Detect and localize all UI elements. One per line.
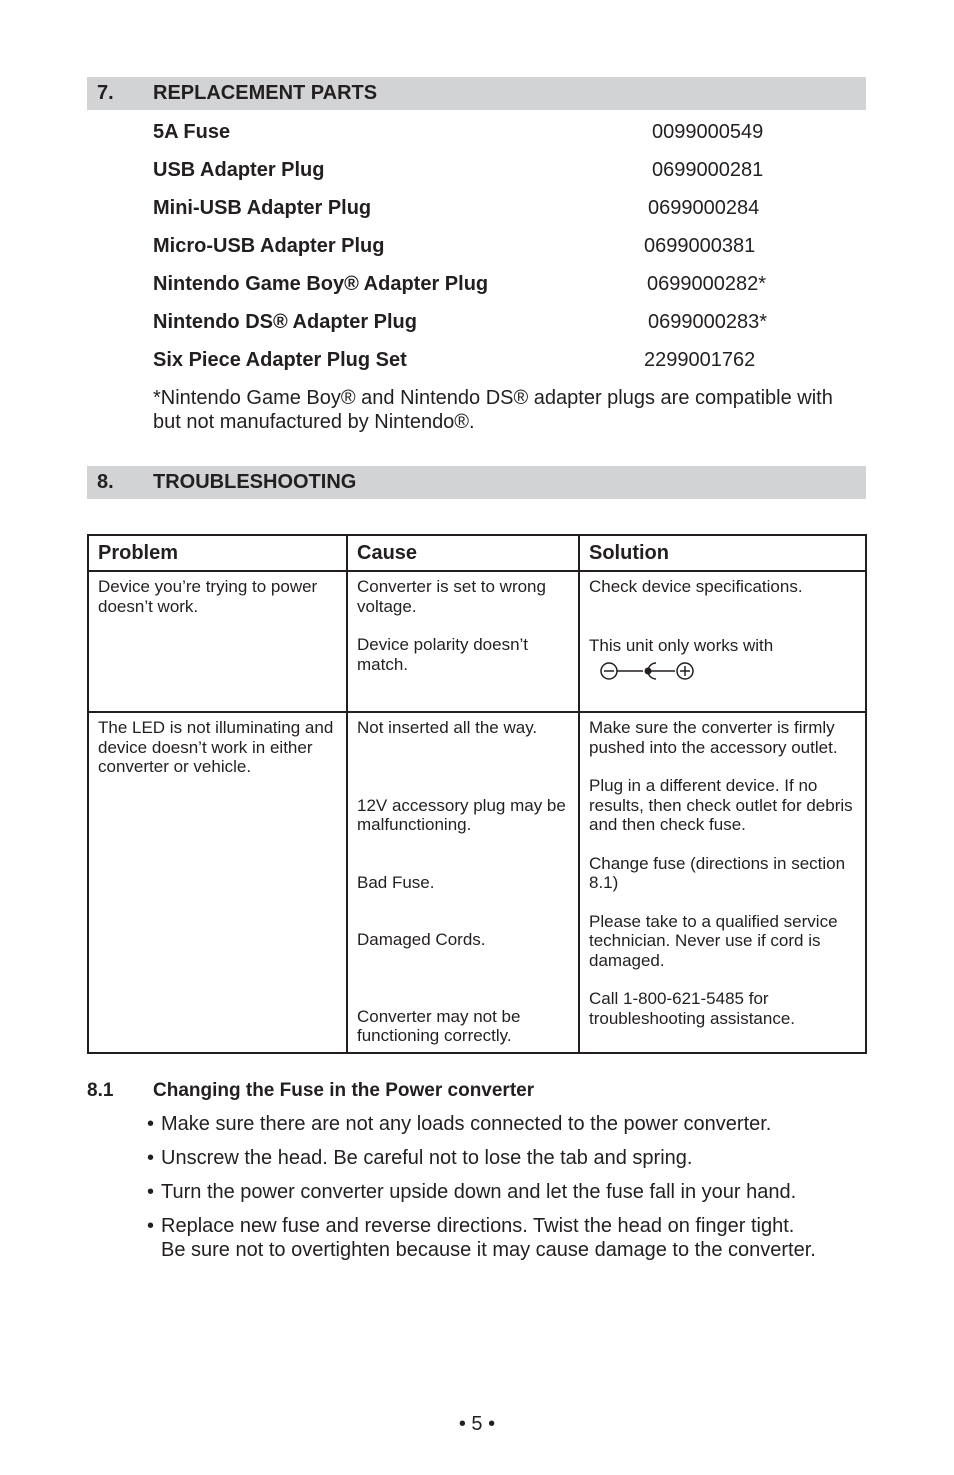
solution-text: Plug in a different device. If no results, then check outlet for debris and then check fuse. <box>589 776 853 834</box>
problem-text: Device you’re trying to power doesn’t work. <box>98 577 318 616</box>
fuse-instructions-list <box>147 1112 859 1272</box>
bullet-icon: • <box>147 1181 155 1203</box>
part-number: 2299001762 <box>644 349 756 371</box>
solution-cell <box>579 571 866 712</box>
part-number: 0699000283* <box>648 311 768 333</box>
cause-text: Bad Fuse. <box>357 872 435 892</box>
part-name: Six Piece Adapter Plug Set <box>153 349 407 371</box>
part-name: USB Adapter Plug <box>153 159 325 181</box>
cause-cell <box>347 571 579 712</box>
solution-text: Change fuse (directions in section 8.1) <box>589 853 846 892</box>
solution-text: Check device specifications. <box>589 577 803 596</box>
solution-text: Please take to a qualified service technician. Never use if cord is damaged. <box>589 911 838 970</box>
part-row <box>153 269 853 299</box>
section-7-header <box>87 77 866 110</box>
troubleshooting-table <box>87 534 867 1054</box>
part-row <box>153 117 853 147</box>
part-row <box>153 345 853 375</box>
bullet-icon: • <box>147 1147 155 1169</box>
table-row <box>88 712 866 1053</box>
part-row <box>153 307 853 337</box>
part-name: Micro-USB Adapter Plug <box>153 235 385 257</box>
column-header-cause: Cause <box>347 535 579 571</box>
column-header-problem: Problem <box>88 535 347 571</box>
section-7-number: 7. <box>97 82 114 104</box>
cause-text: Converter may not be functioning correctly. <box>357 1006 521 1045</box>
part-row <box>153 193 853 223</box>
table-row <box>88 571 866 712</box>
page-number: • 5 • <box>458 1413 496 1435</box>
solution-text: Call 1-800-621-5485 for troubleshooting assistance. <box>589 989 796 1028</box>
part-name: Mini-USB Adapter Plug <box>153 197 372 219</box>
polarity-symbol-icon <box>599 659 699 683</box>
part-row <box>153 231 853 261</box>
solution-cell <box>579 712 866 1053</box>
solution-text: This unit only works with <box>589 635 774 655</box>
bullet-icon: • <box>147 1113 155 1135</box>
cause-text: Not inserted all the way. <box>357 718 538 737</box>
instruction-text: Make sure there are not any loads connected to the power converter. <box>161 1113 772 1135</box>
cause-text: Device polarity doesn’t match. <box>357 635 529 674</box>
part-number: 0699000284 <box>648 197 760 219</box>
bullet-icon: • <box>147 1215 155 1237</box>
section-8-1-title: Changing the Fuse in the Power converter <box>153 1080 535 1101</box>
part-number: 0699000381 <box>644 235 756 257</box>
instruction-text: Unscrew the head. Be careful not to lose the tab and spring. <box>161 1147 693 1169</box>
part-number: 0099000549 <box>652 121 764 143</box>
part-name: 5A Fuse <box>153 121 231 143</box>
section-8-number: 8. <box>97 471 114 493</box>
part-name: Nintendo Game Boy® Adapter Plug <box>153 273 489 295</box>
table-header-row <box>88 535 866 571</box>
instruction-text: Turn the power converter upside down and let the fuse fall in your hand. <box>161 1181 797 1203</box>
part-row <box>153 155 853 185</box>
list-item <box>147 1180 859 1204</box>
compatibility-footnote: *Nintendo Game Boy® and Nintendo DS® adapter plugs are compatible with but not manufactured by Nintendo®. <box>153 387 833 433</box>
part-name: Nintendo DS® Adapter Plug <box>153 311 417 333</box>
cause-text: Damaged Cords. <box>357 930 486 949</box>
section-7-title: REPLACEMENT PARTS <box>153 82 378 104</box>
list-item <box>147 1112 859 1136</box>
solution-text: Make sure the converter is firmly pushed into the accessory outlet. <box>589 718 838 757</box>
cause-cell <box>347 712 579 1053</box>
list-item <box>147 1214 859 1262</box>
part-number: 0699000282* <box>647 273 767 295</box>
problem-cell <box>88 571 347 712</box>
list-item <box>147 1146 859 1170</box>
section-8-title: TROUBLESHOOTING <box>153 471 357 493</box>
part-number: 0699000281 <box>652 159 764 181</box>
problem-text: The LED is not illuminating and device doesn’t work in either converter or vehicle. <box>98 718 334 776</box>
column-header-solution: Solution <box>579 535 866 571</box>
instruction-text: Replace new fuse and reverse directions. Twist the head on finger tight. Be sure not to overtighten because it may cause damage to the converter. <box>161 1215 816 1261</box>
cause-text: 12V accessory plug may be malfunctioning. <box>357 795 566 834</box>
cause-text: Converter is set to wrong voltage. <box>357 577 546 616</box>
problem-cell <box>88 712 347 1053</box>
section-8-header <box>87 466 866 499</box>
section-8-1-number: 8.1 <box>87 1080 114 1101</box>
